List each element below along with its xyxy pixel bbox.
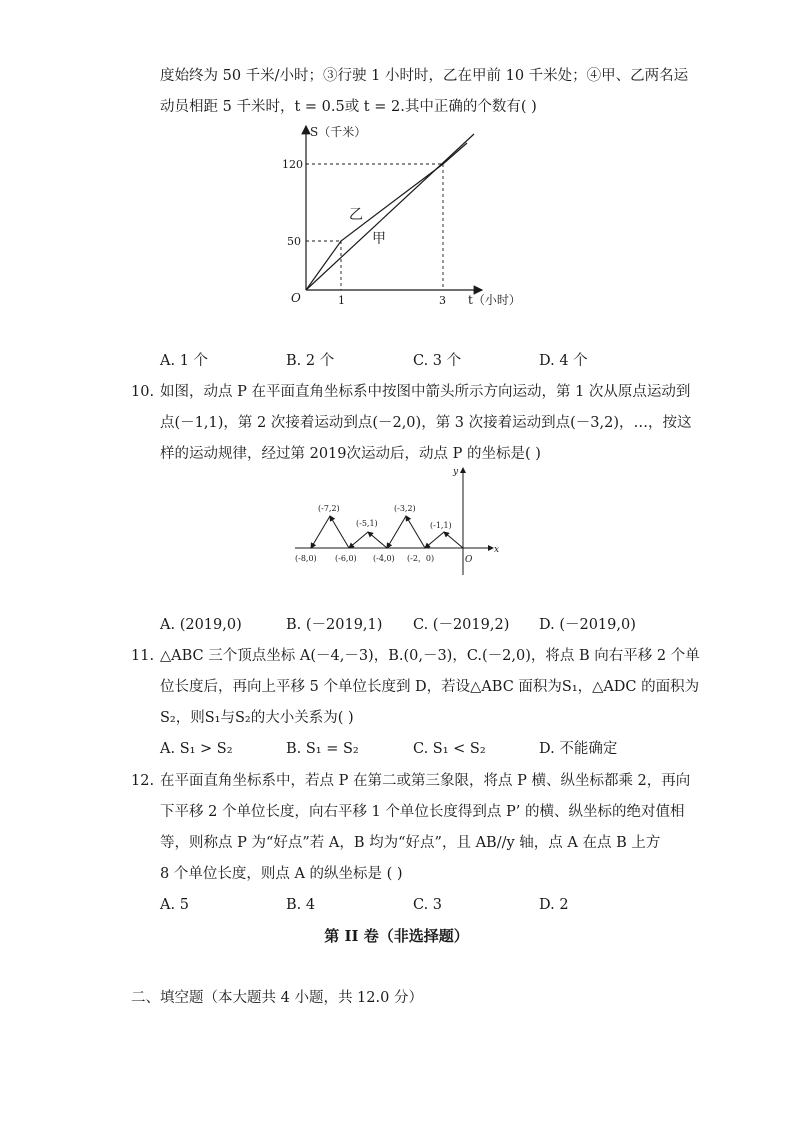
q10-number: 10. — [131, 384, 155, 400]
q10-point-bottom-4: (-2，0) — [407, 554, 435, 563]
q11-option-c: C. S₁ < S₂ — [413, 741, 486, 757]
q11-option-b: B. S₁ = S₂ — [286, 741, 359, 757]
q9-text-line-1: 度始终为 50 千米/小时；③行驶 1 小时时，乙在甲前 10 千米处；④甲、乙两名运 — [160, 68, 689, 84]
q12-text-line-3: 等，则称点 P 为“好点”若 A，B 均为“好点”，且 AB//y 轴，点 A 在点 B 上方 — [160, 835, 661, 851]
q10-x-axis-label: x — [494, 545, 500, 555]
q12-number: 12. — [131, 773, 155, 789]
q10-point-bottom-3: (-4,0) — [373, 554, 395, 563]
q12-option-c: C. 3 — [413, 897, 443, 913]
q10-point-top-4: (-1,1) — [430, 521, 452, 530]
q12-text-line-1: 在平面直角坐标系中，若点 P 在第二或第三象限，将点 P 横、纵坐标都乘 2，再向 — [160, 773, 691, 789]
q11-option-d: D. 不能确定 — [539, 741, 618, 757]
q10-option-d: D. (－2019,0) — [539, 617, 636, 633]
q11-option-a: A. S₁ > S₂ — [160, 741, 233, 757]
q9-tick-3: 3 — [439, 294, 446, 307]
q10-y-axis-label: y — [453, 467, 459, 477]
q10-text-line-1: 如图，动点 P 在平面直角坐标系中按图中箭头所示方向运动，第 1 次从原点运动到 — [160, 384, 691, 400]
q10-origin-label: O — [465, 555, 473, 565]
q10-text-line-2: 点(－1,1)，第 2 次接着运动到点(－2,0)，第 3 次接着运动到点(－3,2)，…，按这 — [160, 415, 692, 431]
q12-text-line-2: 下平移 2 个单位长度，向右平移 1 个单位长度得到点 P’ 的横、纵坐标的绝对值相 — [160, 804, 685, 820]
q12-option-b: B. 4 — [286, 897, 316, 913]
q9-tick-120: 120 — [282, 158, 303, 171]
q9-text-line-2: 动员相距 5 千米时，t = 0.5或 t = 2.其中正确的个数有( ) — [160, 99, 537, 115]
q9-option-a: A. 1 个 — [160, 353, 209, 369]
q10-text-line-3: 样的运动规律，经过第 2019次运动后，动点 P 的坐标是( ) — [160, 446, 541, 462]
q9-option-b: B. 2 个 — [286, 353, 335, 369]
q12-option-d: D. 2 — [539, 897, 569, 913]
q10-motion-graph — [290, 462, 505, 580]
q10-point-top-3: (-3,2) — [394, 504, 416, 513]
q10-point-bottom-1: (-8,0) — [295, 554, 317, 563]
q9-tick-50: 50 — [287, 235, 301, 248]
part2-title: 第 II 卷（非选择题） — [324, 927, 469, 945]
q12-text-line-4: 8 个单位长度，则点 A 的纵坐标是 ( ) — [160, 866, 403, 882]
q9-line-jia — [306, 134, 474, 290]
q11-text-line-2: 位长度后，再向上平移 5 个单位长度到 D，若设△ABC 面积为S₁，△ADC 的面积为 — [160, 679, 700, 695]
q12-option-a: A. 5 — [160, 897, 189, 913]
q9-y-axis-label: S（千米） — [310, 125, 367, 139]
q9-origin-label: O — [291, 291, 301, 305]
q10-option-b: B. (－2019,1) — [286, 617, 383, 633]
q10-option-a: A. (2019,0) — [160, 617, 242, 633]
q11-text-line-1: △ABC 三个顶点坐标 A(－4,－3)，B.(0,－3)，C.(－2,0)，将点 B 向右平移 2 个单 — [160, 648, 700, 664]
q9-distance-time-graph — [270, 118, 530, 318]
q11-text-line-3: S₂，则S₁与S₂的大小关系为( ) — [160, 710, 354, 726]
q9-x-axis-label: t（小时） — [468, 293, 521, 307]
q9-label-jia: 甲 — [372, 231, 386, 247]
q9-option-d: D. 4 个 — [539, 353, 588, 369]
q10-option-c: C. (－2019,2) — [413, 617, 510, 633]
q9-option-c: C. 3 个 — [413, 353, 462, 369]
section2-title: 二、填空题（本大题共 4 小题，共 12.0 分） — [131, 990, 423, 1006]
q10-point-top-2: (-5,1) — [356, 519, 378, 528]
q9-label-yi: 乙 — [349, 207, 363, 223]
q9-tick-1: 1 — [338, 294, 345, 307]
q10-point-bottom-2: (-6,0) — [335, 554, 357, 563]
q10-point-top-1: (-7,2) — [318, 504, 340, 513]
q11-number: 11. — [131, 648, 155, 664]
